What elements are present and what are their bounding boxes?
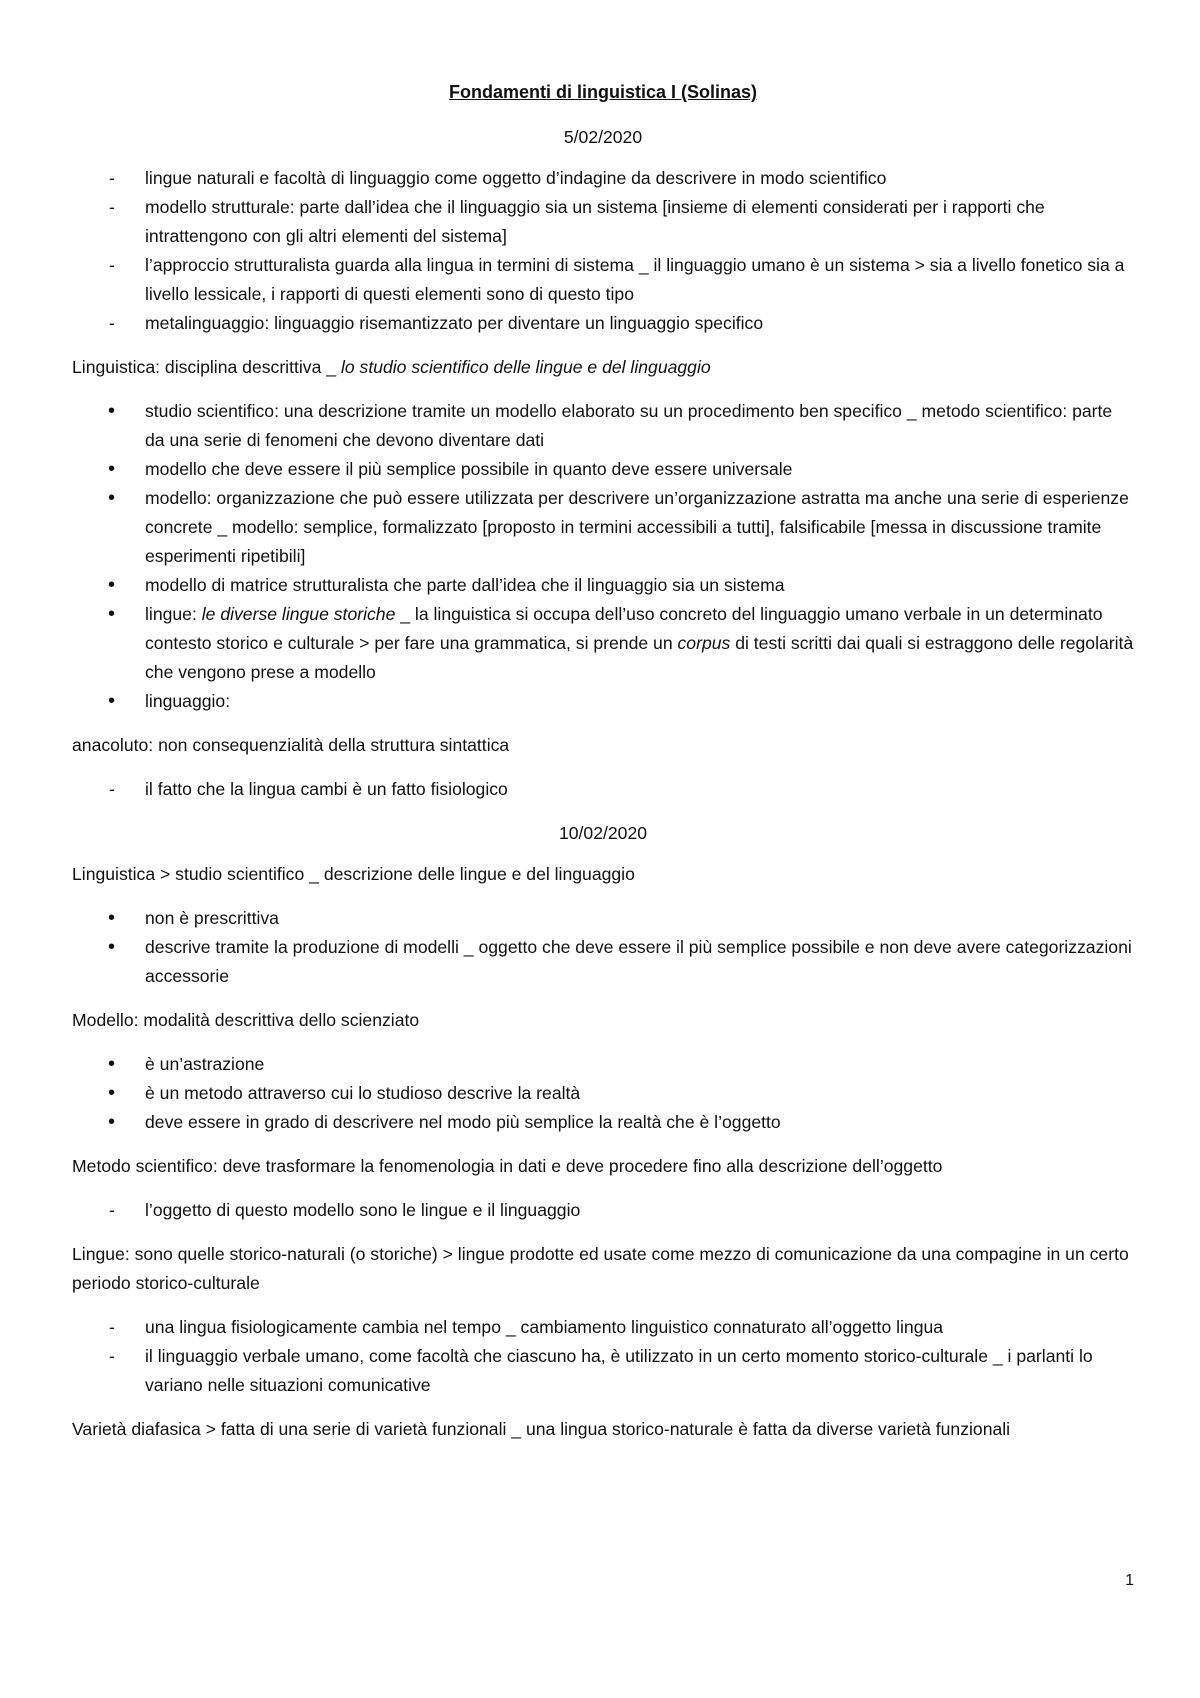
- list-item: [72, 1313, 1134, 1342]
- dash-marker: -: [109, 255, 115, 275]
- bullet-marker: •: [108, 574, 116, 596]
- list-item: [72, 600, 1134, 687]
- dash-marker: -: [109, 779, 115, 799]
- bullet-list-1: [72, 397, 1134, 716]
- dash-list-2: [72, 775, 1134, 804]
- paragraph-metodo: Metodo scientifico: deve trasformare la fenomenologia in dati e deve procedere fino alla descrizione dell’oggetto: [72, 1156, 943, 1176]
- list-item-text: descrive tramite la produzione di modelli _ oggetto che deve essere il più semplice possibile e non deve avere categorizzazioni accessorie: [145, 937, 1132, 986]
- list-item: [72, 904, 1134, 933]
- list-item: [72, 251, 1134, 309]
- bullet-marker: •: [108, 1111, 116, 1133]
- dash-marker: -: [109, 197, 115, 217]
- dash-marker: -: [109, 313, 115, 333]
- list-item: [72, 687, 1134, 716]
- paragraph-text: Linguistica: disciplina descrittiva _: [72, 357, 341, 377]
- dash-marker: -: [109, 168, 115, 188]
- list-item-text: il fatto che la lingua cambi è un fatto fisiologico: [145, 779, 508, 799]
- list-item-text: è un metodo attraverso cui lo studioso descrive la realtà: [145, 1083, 581, 1103]
- bullet-marker: •: [108, 458, 116, 480]
- list-item: [72, 455, 1134, 484]
- document-title: Fondamenti di linguistica I (Solinas): [448, 82, 758, 102]
- list-item-text: studio scientifico: una descrizione tramite un modello elaborato su un procedimento ben specifico _ metodo scientifico: parte da una serie di fenomeni che devono diventare dati: [145, 401, 1113, 450]
- paragraph-anacoluto: anacoluto: non consequenzialità della struttura sintattica: [72, 735, 510, 755]
- paragraph-linguistica: [72, 353, 1134, 382]
- list-item-text: non è prescrittiva: [145, 908, 279, 928]
- list-item-text: modello di matrice strutturalista che parte dall’idea che il linguaggio sia un sistema: [145, 575, 785, 595]
- list-item: [72, 484, 1134, 571]
- bullet-marker: •: [108, 487, 116, 509]
- list-item-text: il linguaggio verbale umano, come facoltà che ciascuno ha, è utilizzato in un certo momento storico-culturale _ i parlanti lo variano nelle situazioni comunicative: [145, 1346, 1093, 1395]
- list-item-text: l’oggetto di questo modello sono le lingue e il linguaggio: [145, 1200, 581, 1220]
- bullet-marker: •: [108, 936, 116, 958]
- bullet-marker: •: [108, 907, 116, 929]
- dash-list-3: [72, 1196, 1134, 1225]
- list-item: [72, 309, 1134, 338]
- paragraph-varieta: Varietà diafasica > fatta di una serie di varietà funzionali _ una lingua storico-naturale è fatta da diverse varietà funzionali: [72, 1419, 1011, 1439]
- list-item: [72, 1108, 1134, 1137]
- list-item-text: lingue naturali e facoltà di linguaggio come oggetto d’indagine da descrivere in modo scientifico: [145, 168, 887, 188]
- paragraph-italic-text: lo studio scientifico delle lingue e del linguaggio: [340, 357, 711, 377]
- bullet-marker: •: [108, 690, 116, 712]
- list-item: [72, 164, 1134, 193]
- list-item-text: linguaggio:: [145, 691, 231, 711]
- list-item-text: modello: organizzazione che può essere utilizzata per descrivere un’organizzazione astratta ma anche una serie di esperienze concrete _ modello: semplice, formalizzato [proposto in termini accessibili a tutti], falsificabile [messa in discussione tramite esperimenti ripetibili]: [145, 488, 1129, 566]
- list-item: [72, 193, 1134, 251]
- list-item: [72, 775, 1134, 804]
- date-heading-2: 10/02/2020: [558, 823, 648, 843]
- paragraph-linguistica-2: Linguistica > studio scientifico _ descrizione delle lingue e del linguaggio: [72, 864, 635, 884]
- list-item-text: modello strutturale: parte dall’idea che il linguaggio sia un sistema [insieme di elementi considerati per i rapporti che intrattengono con gli altri elementi del sistema]: [145, 197, 1045, 246]
- bullet-list-3: [72, 1050, 1134, 1137]
- list-item: [72, 1079, 1134, 1108]
- dash-list-1: [72, 164, 1134, 338]
- list-item-text: modello che deve essere il più semplice possibile in quanto deve essere universale: [145, 459, 793, 479]
- list-item: [72, 571, 1134, 600]
- list-item-text: metalinguaggio: linguaggio risemantizzato per diventare un linguaggio specifico: [145, 313, 764, 333]
- bullet-marker: •: [108, 1082, 116, 1104]
- bullet-marker: •: [108, 400, 116, 422]
- list-item: [72, 1196, 1134, 1225]
- page-number: 1: [1125, 1572, 1134, 1589]
- dash-marker: -: [109, 1317, 115, 1337]
- dash-marker: -: [109, 1346, 115, 1366]
- list-item: [72, 933, 1134, 991]
- list-item-text: l’approccio strutturalista guarda alla lingua in termini di sistema _ il linguaggio umano è un sistema > sia a livello fonetico sia a livello lessicale, i rapporti di questi elementi sono di questo tipo: [145, 255, 1125, 304]
- list-item-text: deve essere in grado di descrivere nel modo più semplice la realtà che è l’oggetto: [145, 1112, 781, 1132]
- dash-marker: -: [109, 1200, 115, 1220]
- bullet-marker: •: [108, 603, 116, 625]
- list-item-text: lingue: le diverse lingue storiche _ la linguistica si occupa dell’uso concreto del linguaggio umano verbale in un determinato contesto storico e culturale > per fare una grammatica, si prende un corpus di testi scritti dai quali si estraggono delle regolarità che vengono prese a modello: [145, 604, 1134, 682]
- bullet-list-2: [72, 904, 1134, 991]
- bullet-marker: •: [108, 1053, 116, 1075]
- list-item-text: una lingua fisiologicamente cambia nel tempo _ cambiamento linguistico connaturato all’oggetto lingua: [145, 1317, 944, 1337]
- list-item-text: è un’astrazione: [145, 1054, 265, 1074]
- date-heading-1: 5/02/2020: [563, 127, 643, 147]
- paragraph-modello: Modello: modalità descrittiva dello scienziato: [72, 1010, 420, 1030]
- list-item: [72, 1050, 1134, 1079]
- list-item: [72, 1342, 1134, 1400]
- paragraph-lingue: Lingue: sono quelle storico-naturali (o storiche) > lingue prodotte ed usate come mezzo di comunicazione da una compagine in un certo periodo storico-culturale: [72, 1244, 1129, 1293]
- list-item: [72, 397, 1134, 455]
- dash-list-4: [72, 1313, 1134, 1400]
